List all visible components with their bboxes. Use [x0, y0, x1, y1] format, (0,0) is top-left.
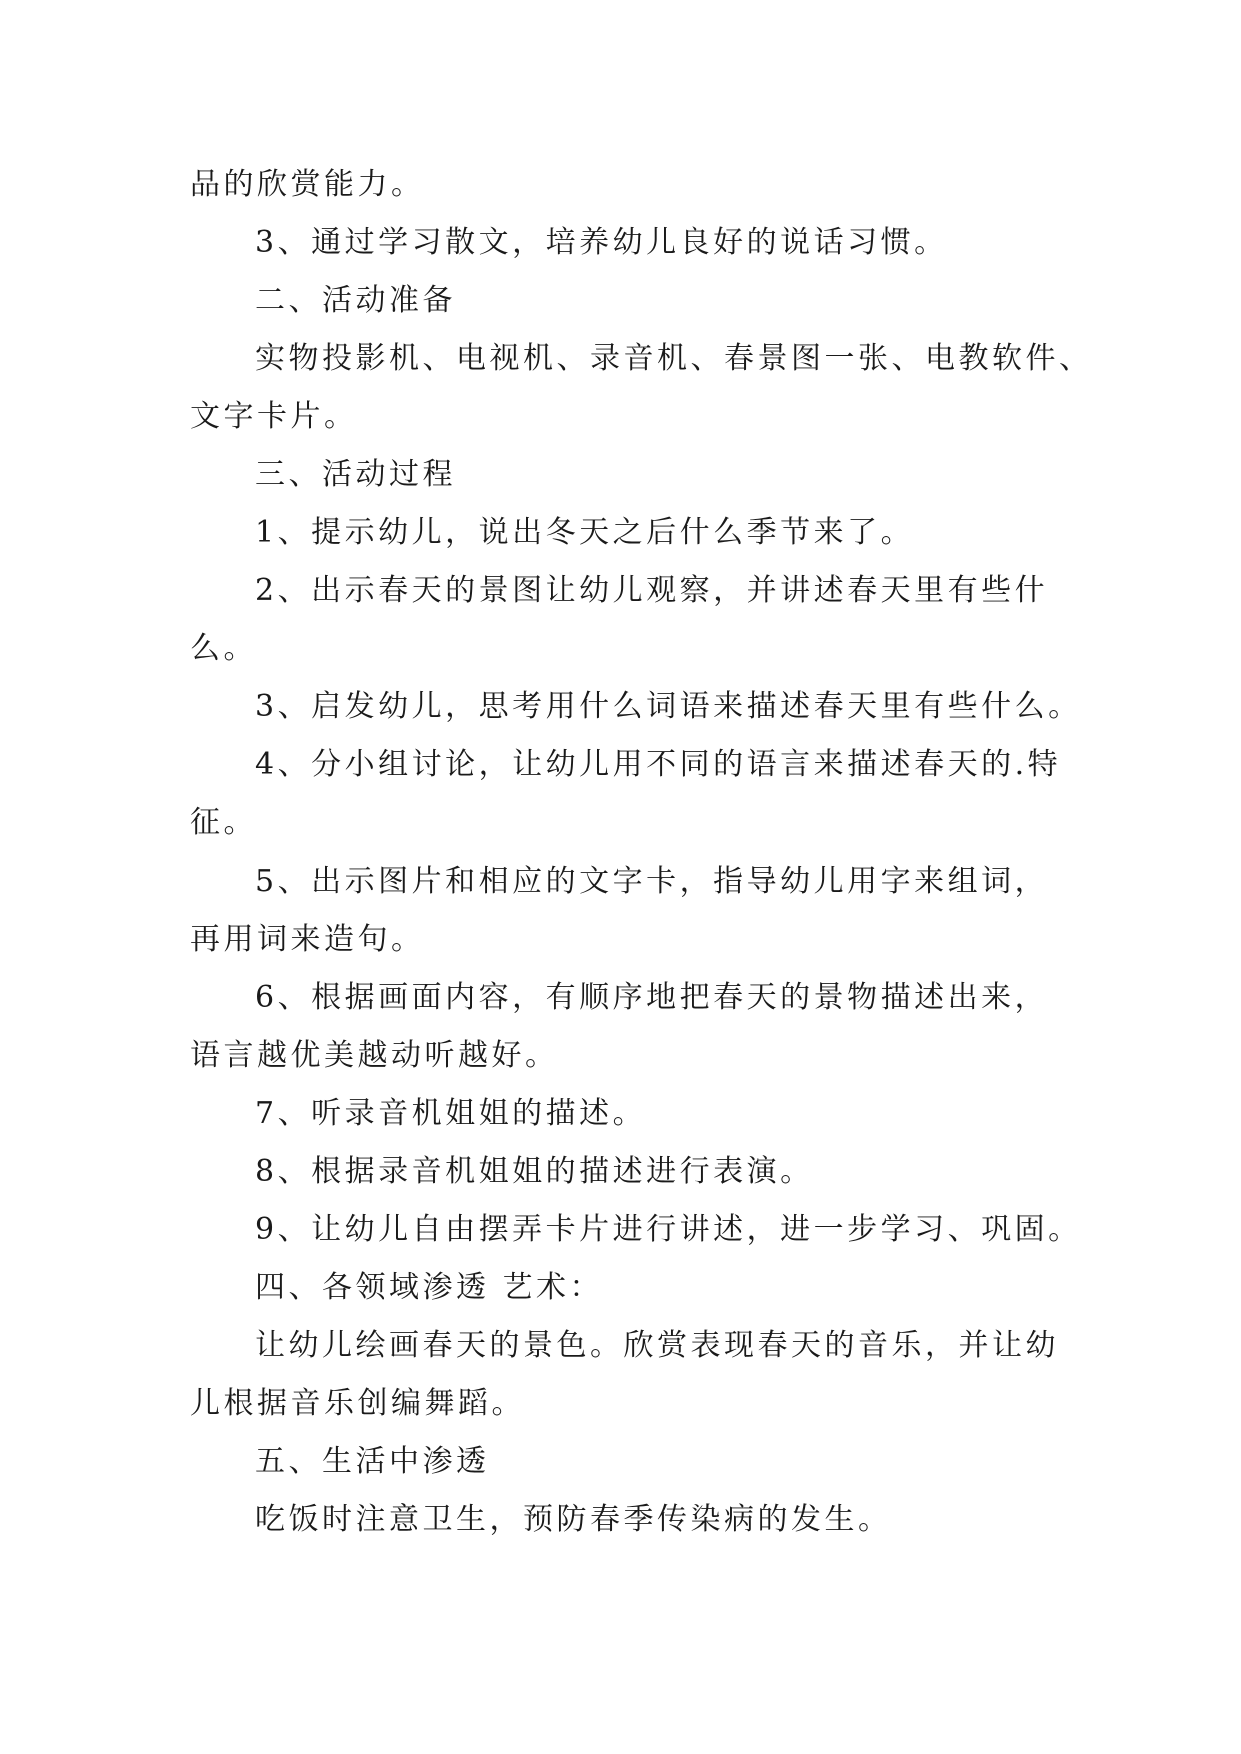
text-line: 3、启发幼儿，思考用什么词语来描述春天里有些什么。 — [255, 689, 1082, 724]
text-line: 让幼儿绘画春天的景色。欣赏表现春天的音乐，并让幼 — [255, 1328, 1059, 1363]
text-line: 品的欣赏能力。 — [190, 167, 425, 202]
text-line: 再用词来造句。 — [190, 922, 425, 957]
text-line: 征。 — [190, 805, 257, 840]
text-line: 么。 — [190, 631, 257, 666]
text-line: 6、根据画面内容，有顺序地把春天的景物描述出来， — [255, 980, 1049, 1015]
text-line: 1、提示幼儿，说出冬天之后什么季节来了。 — [255, 515, 915, 550]
section-heading: 二、活动准备 — [255, 283, 456, 318]
section-heading: 五、生活中渗透 — [255, 1444, 490, 1479]
section-heading: 三、活动过程 — [255, 457, 456, 492]
text-line: 实物投影机、电视机、录音机、春景图一张、电教软件、 — [255, 341, 1093, 376]
text-line: 7、听录音机姐姐的描述。 — [255, 1096, 647, 1131]
section-heading: 四、各领域渗透 艺术： — [255, 1270, 604, 1305]
text-line: 8、根据录音机姐姐的描述进行表演。 — [255, 1154, 814, 1189]
text-line: 9、让幼儿自由摆弄卡片进行讲述，进一步学习、巩固。 — [255, 1212, 1082, 1247]
text-line: 语言越优美越动听越好。 — [190, 1038, 559, 1073]
text-line: 儿根据音乐创编舞蹈。 — [190, 1386, 525, 1421]
text-line: 5、出示图片和相应的文字卡，指导幼儿用字来组词， — [255, 864, 1049, 899]
text-line: 2、出示春天的景图让幼儿观察，并讲述春天里有些什 — [255, 573, 1049, 608]
text-line: 4、分小组讨论，让幼儿用不同的语言来描述春天的.特 — [255, 747, 1062, 782]
text-line: 吃饭时注意卫生，预防春季传染病的发生。 — [255, 1502, 892, 1537]
text-line: 3、通过学习散文，培养幼儿良好的说话习惯。 — [255, 225, 948, 260]
text-line: 文字卡片。 — [190, 399, 358, 434]
